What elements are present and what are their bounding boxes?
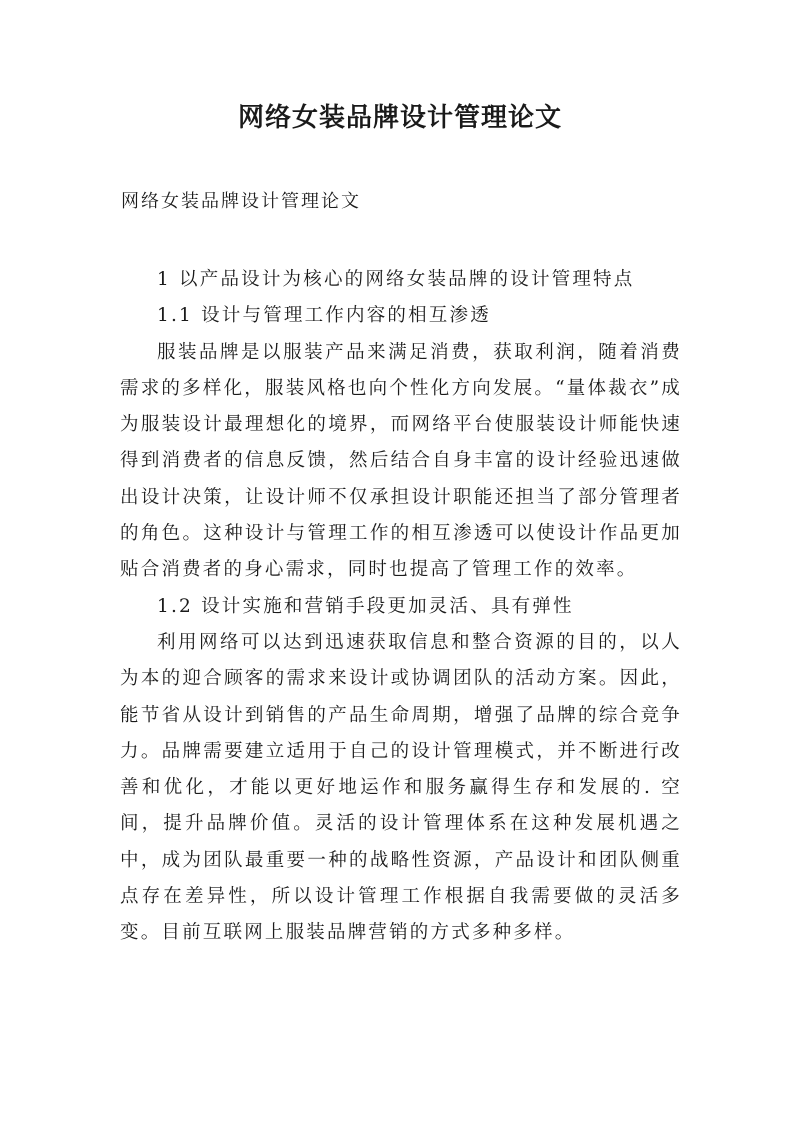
section-heading-1-1: 1.1 设计与管理工作内容的相互渗透: [157, 305, 491, 327]
section-heading-1: 1 以产品设计为核心的网络女装品牌的设计管理特点: [157, 269, 635, 290]
document-body: [120, 262, 682, 952]
paragraph-1-2: 利用网络可以达到迅速获取信息和整合资源的目的，以人为本的迎合顾客的需求来设计或协调团队的活动方案。因此，能节省从设计到销售的产品生命周期，增强了品牌的综合竞争力。品牌需要建立适用于自己的设计管理模式，并不断进行改善和优化，才能以更好地运作和服务赢得生存和发展的. 空间，提升品牌价值。灵活的设计管理体系在这种发展机遇之中，成为团队最重要一种的战略性资源，产品设计和团队侧重点存在差异性，所以设计管理工作根据自我需要做的灵活多变。目前互联网上服装品牌营销的方式多种多样。: [120, 631, 682, 944]
document-title: 网络女装品牌设计管理论文: [237, 103, 562, 133]
paragraph-1-1: 服装品牌是以服装产品来满足消费，获取利润，随着消费需求的多样化，服装风格也向个性化方向发展。“量体裁衣”成为服装设计最理想化的境界，而网络平台使服装设计师能快速得到消费者的信息反馈，然后结合自身丰富的设计经验迅速做出设计决策，让设计师不仅承担设计职能还担当了部分管理者的角色。这种设计与管理工作的相互渗透可以使设计作品更加贴合消费者的身心需求，同时也提高了管理工作的效率。: [120, 341, 682, 581]
section-heading-1-2: 1.2 设计实施和营销手段更加灵活、具有弹性: [157, 595, 574, 617]
document-subtitle: 网络女装品牌设计管理论文: [121, 191, 361, 212]
